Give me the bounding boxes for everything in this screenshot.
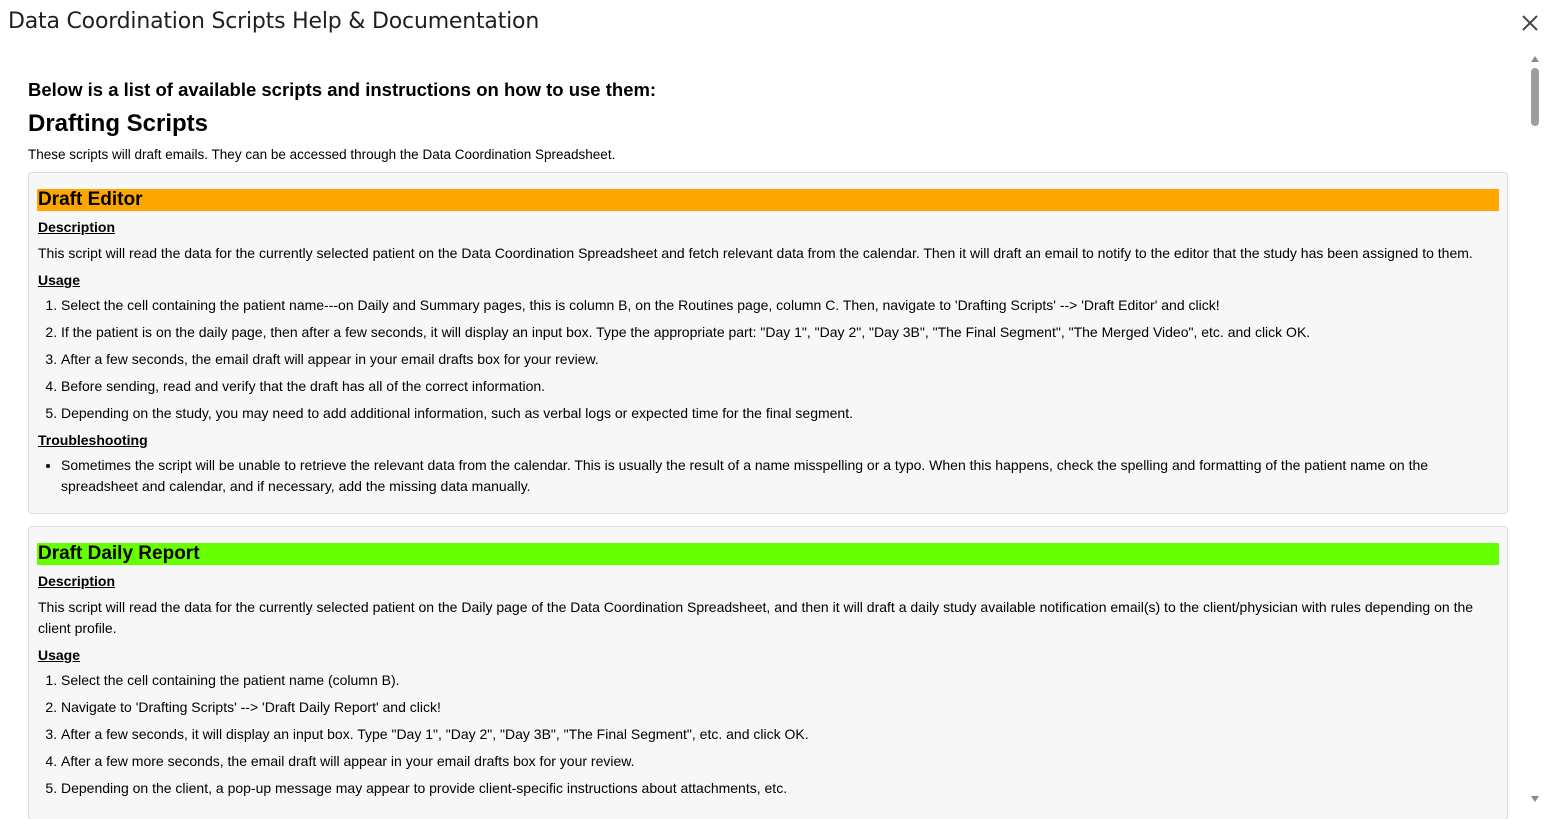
usage-step: 3. After a few seconds, the email draft will appear in your email drafts box for your review. (61, 349, 1499, 370)
usage-step: 4. Before sending, read and verify that the draft has all of the correct information. (61, 376, 1499, 397)
usage-step: 1. Select the cell containing the patient name (column B). (61, 670, 1499, 691)
usage-step: 3. After a few seconds, it will display an input box. Type "Day 1", "Day 2", "Day 3B", "The Final Segment", etc. and click OK. (61, 724, 1499, 745)
usage-heading: Usage (38, 647, 81, 663)
close-button[interactable] (1516, 9, 1544, 37)
dialog-title: Data Coordination Scripts Help & Documentation (8, 9, 540, 34)
card-title: Draft Editor (37, 189, 1499, 211)
usage-list (37, 670, 1499, 799)
vertical-scrollbar[interactable] (1527, 52, 1545, 808)
close-icon (1516, 9, 1544, 37)
scroll-thumb[interactable] (1531, 68, 1539, 126)
script-card-draft-daily-report (28, 526, 1508, 819)
help-content[interactable] (0, 56, 1527, 819)
usage-step: 1. Select the cell containing the patient name---on Daily and Summary pages, this is column B, on the Routines page, column C. Then, navigate to 'Drafting Scripts' --> 'Draft Editor' and click! (61, 295, 1499, 316)
troubleshooting-list (37, 455, 1499, 497)
scroll-down-arrow-icon[interactable] (1531, 796, 1539, 802)
troubleshooting-heading: Troubleshooting (38, 432, 148, 448)
description-text: This script will read the data for the currently selected patient on the Daily page of the Data Coordination Spreadsheet, and then it will draft a daily study available notification email(s) to the client/physician with rules depending on the client profile. (38, 599, 1474, 636)
usage-step: 4. After a few more seconds, the email draft will appear in your email drafts box for your review. (61, 751, 1499, 772)
usage-list (37, 295, 1499, 424)
dialog-titlebar (0, 0, 1557, 48)
scroll-up-arrow-icon[interactable] (1531, 56, 1539, 62)
section-heading: Drafting Scripts (28, 110, 209, 137)
card-title: Draft Daily Report (37, 543, 1499, 565)
description-text: This script will read the data for the currently selected patient on the Data Coordination Spreadsheet and fetch relevant data from the calendar. Then it will draft an email to notify to the editor that the study has been assigned to them. (38, 245, 1473, 261)
usage-step: 5. Depending on the study, you may need to add additional information, such as verbal logs or expected time for the final segment. (61, 403, 1499, 424)
usage-heading: Usage (38, 272, 81, 288)
description-heading: Description (38, 219, 116, 235)
section-description: These scripts will draft emails. They can be accessed through the Data Coordination Spreadsheet. (28, 147, 616, 162)
script-card-draft-editor (28, 172, 1508, 514)
usage-step: 5. Depending on the client, a pop-up message may appear to provide client-specific instructions about attachments, etc. (61, 778, 1499, 799)
description-heading: Description (38, 573, 116, 589)
usage-step: 2. Navigate to 'Drafting Scripts' --> 'Draft Daily Report' and click! (61, 697, 1499, 718)
troubleshooting-item: • Sometimes the script will be unable to retrieve the relevant data from the calendar. This is usually the result of a name misspelling or a typo. When this happens, check the spelling and formatting of the patient name on the spreadsheet and calendar, and if necessary, add the missing data manually. (61, 455, 1499, 497)
intro-heading: Below is a list of available scripts and instructions on how to use them: (28, 79, 657, 100)
usage-step: 2. If the patient is on the daily page, then after a few seconds, it will display an input box. Type the appropriate part: "Day 1", "Day 2", "Day 3B", "The Final Segment", "The Merged Video", etc. and click OK. (61, 322, 1499, 343)
